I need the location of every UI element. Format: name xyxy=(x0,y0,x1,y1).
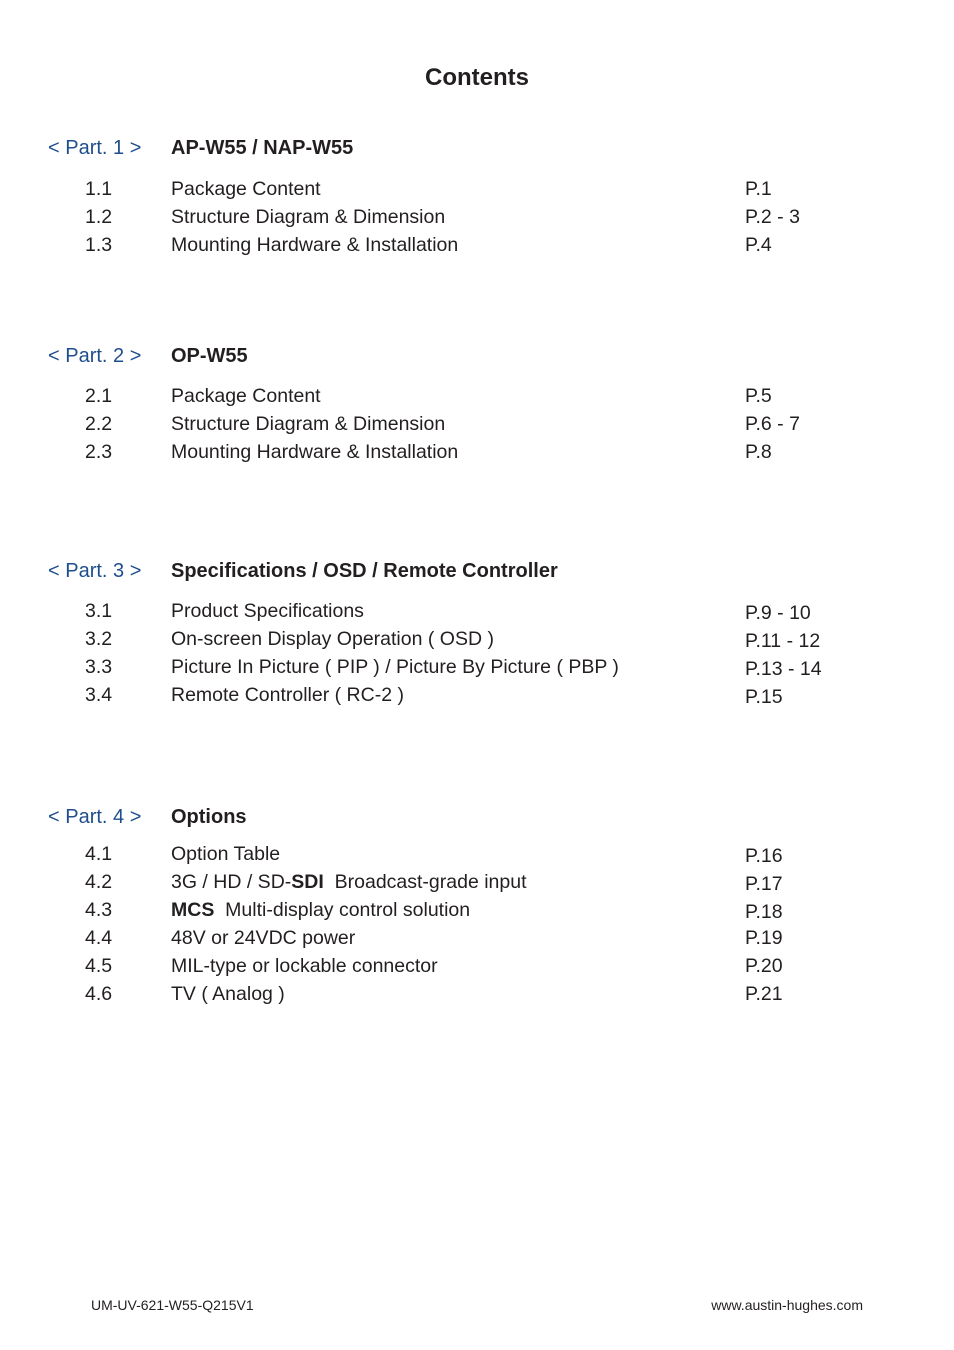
toc-entry-3-4[interactable] xyxy=(0,681,954,709)
entry-title: TV ( Analog ) xyxy=(171,983,285,1005)
entry-title-prefix: 3G / HD / SD- xyxy=(171,871,292,893)
toc-entry-4-1[interactable] xyxy=(0,840,954,868)
entry-page: P.15 xyxy=(745,686,783,708)
entry-page: P.9 - 10 xyxy=(745,602,811,624)
entry-title: Package Content xyxy=(171,385,321,407)
entry-number: 1.1 xyxy=(85,178,113,200)
toc-entry-2-3[interactable] xyxy=(0,438,954,466)
part-1-title: AP-W55 / NAP-W55 xyxy=(171,137,354,159)
entry-page: P.13 - 14 xyxy=(745,658,822,680)
part-2-title: OP-W55 xyxy=(171,345,248,367)
entry-page: P.8 xyxy=(745,441,772,463)
toc-entry-2-1[interactable] xyxy=(0,382,954,410)
toc-entry-4-4[interactable] xyxy=(0,924,954,952)
entry-title: Product Specifications xyxy=(171,600,364,622)
entry-title: On-screen Display Operation ( OSD ) xyxy=(171,628,494,650)
entry-number: 2.2 xyxy=(85,413,113,435)
part-3-title: Specifications / OSD / Remote Controller xyxy=(171,560,558,582)
entry-title: Mounting Hardware & Installation xyxy=(171,441,459,463)
entry-title-bold: SDI xyxy=(291,871,324,893)
entry-title: Remote Controller ( RC-2 ) xyxy=(171,684,404,706)
entry-title: Option Table xyxy=(171,843,281,865)
entry-page: P.6 - 7 xyxy=(745,413,800,435)
entry-page: P.5 xyxy=(745,385,772,407)
entry-title: Picture In Picture ( PIP ) / Picture By Picture ( PBP ) xyxy=(171,656,619,678)
entry-page: P.20 xyxy=(745,955,783,977)
entry-title-suffix: Multi-display control solution xyxy=(214,899,471,921)
part-4-label: < Part. 4 > xyxy=(48,806,142,828)
entry-title-suffix: Broadcast-grade input xyxy=(323,871,527,893)
entry-title: 48V or 24VDC power xyxy=(171,927,356,949)
toc-entry-3-1[interactable] xyxy=(0,597,954,625)
entry-title: MIL-type or lockable connector xyxy=(171,955,438,977)
toc-entry-1-1[interactable] xyxy=(0,175,954,203)
entry-page: P.17 xyxy=(745,873,783,895)
page-title: Contents xyxy=(425,64,529,91)
entry-number: 3.3 xyxy=(85,656,113,678)
entry-page: P.4 xyxy=(745,234,772,256)
entry-title: Structure Diagram & Dimension xyxy=(171,413,446,435)
entry-number: 4.4 xyxy=(85,927,113,949)
entry-number: 3.4 xyxy=(85,684,113,706)
toc-entry-4-2[interactable] xyxy=(0,868,954,896)
entry-page: P.16 xyxy=(745,845,783,867)
entry-title xyxy=(171,896,470,924)
entry-page: P.2 - 3 xyxy=(745,206,800,228)
toc-entry-3-2[interactable] xyxy=(0,625,954,653)
entry-number: 3.2 xyxy=(85,628,113,650)
toc-entry-1-3[interactable] xyxy=(0,231,954,259)
part-3-label: < Part. 3 > xyxy=(48,560,142,582)
entry-page: P.1 xyxy=(745,178,772,200)
entry-number: 1.2 xyxy=(85,206,113,228)
entry-number: 2.3 xyxy=(85,441,113,463)
entry-number: 4.6 xyxy=(85,983,113,1005)
entry-page: P.19 xyxy=(745,927,783,949)
entry-page: P.11 - 12 xyxy=(745,630,821,652)
entry-title-bold: MCS xyxy=(171,899,215,921)
toc-entry-2-2[interactable] xyxy=(0,410,954,438)
entry-number: 1.3 xyxy=(85,234,113,256)
entry-title: Structure Diagram & Dimension xyxy=(171,206,446,228)
entry-page: P.21 xyxy=(745,983,783,1005)
footer-document-code: UM-UV-621-W55-Q215V1 xyxy=(91,1297,254,1313)
entry-title: Mounting Hardware & Installation xyxy=(171,234,459,256)
toc-entry-4-5[interactable] xyxy=(0,952,954,980)
entry-number: 4.3 xyxy=(85,899,113,921)
entry-title: Package Content xyxy=(171,178,321,200)
entry-number: 4.1 xyxy=(85,843,113,865)
entry-title xyxy=(171,868,527,896)
toc-entry-4-6[interactable] xyxy=(0,980,954,1008)
entry-number: 3.1 xyxy=(85,600,113,622)
entry-number: 4.2 xyxy=(85,871,113,893)
part-4-title: Options xyxy=(171,806,247,828)
part-1-label: < Part. 1 > xyxy=(48,137,142,159)
entry-number: 4.5 xyxy=(85,955,113,977)
footer-website[interactable]: www.austin-hughes.com xyxy=(711,1297,863,1313)
toc-entry-3-3[interactable] xyxy=(0,653,954,681)
toc-entry-4-3[interactable] xyxy=(0,896,954,924)
part-2-label: < Part. 2 > xyxy=(48,345,142,367)
entry-page: P.18 xyxy=(745,901,783,923)
entry-number: 2.1 xyxy=(85,385,113,407)
toc-entry-1-2[interactable] xyxy=(0,203,954,231)
